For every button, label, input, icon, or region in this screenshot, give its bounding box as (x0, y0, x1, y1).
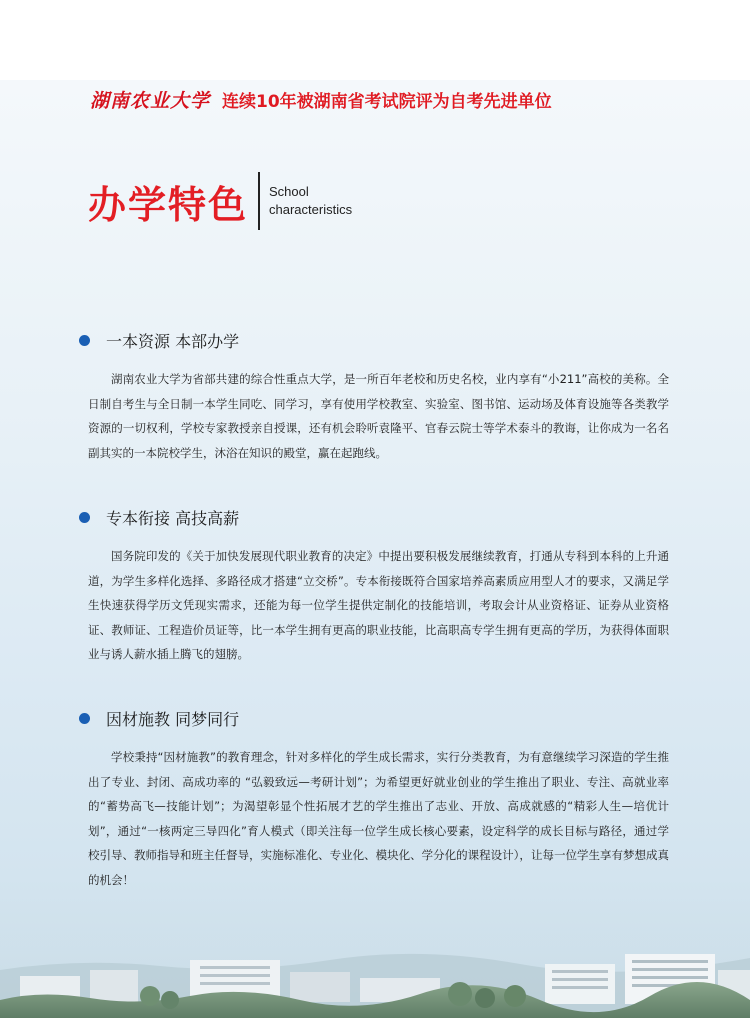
campus-panorama-image (0, 930, 750, 1018)
section-three-teaching (79, 705, 669, 892)
section-title: 专本衔接 高技高薪 (106, 508, 240, 528)
bullet-dot-icon (79, 512, 90, 523)
section-heading (79, 504, 669, 530)
section-body: 湖南农业大学为省部共建的综合性重点大学，是一所百年老校和历史名校，业内享有“小211”高校的美称。全日制自考生与全日制一本学生同吃、同学习，享有使用学校教室、实验室、图书馆、运动场及体育设施等各类教学资源的一切权利，学校专家教授亲自授课，还有机会聆听袁隆平、官春云院士等学术泰斗的教诲，让你成为一名名副其实的一本院校学生，沐浴在知识的殿堂，赢在起跑线。 (88, 372, 669, 460)
page-title: 办学特色 (88, 182, 249, 227)
section-title: 一本资源 本部办学 (106, 331, 240, 351)
section-heading (79, 705, 669, 731)
university-logo-text: 湖南农业大学 (90, 89, 211, 112)
section-heading (79, 327, 669, 353)
header-slogan: 连续10年被湖南省考试院评为自考先进单位 (222, 91, 552, 112)
section-body: 国务院印发的《关于加快发展现代职业教育的决定》中提出要积极发展继续教育，打通从专科到本科的上升通道，为学生多样化选择、多路径成才搭建“立交桥”。专本衔接既符合国家培养高素质应用型人才的要求，又满足学生快速获得学历文凭现实需求，还能为每一位学生提供定制化的技能培训，考取会计从业资格证、证券从业资格证、教师证、工程造价员证等，比一本学生拥有更高的职业技能，比高职高专学生拥有更高的学历，为获得体面职业与诱人薪水插上腾飞的翅膀。 (88, 549, 669, 661)
bullet-dot-icon (79, 335, 90, 346)
page-subtitle-en: School characteristics (269, 184, 353, 217)
section-one-resources (79, 327, 669, 465)
section-title: 因材施教 同梦同行 (106, 709, 240, 729)
header-banner (90, 84, 552, 114)
section-body: 学校秉持“因材施教”的教育理念，针对多样化的学生成长需求，实行分类教育，为有意继续学习深造的学生推出了专业、封闭、高成功率的 “弘毅致远—考研计划”；为希望更好就业创业的学生推出了职业、专注、高就业率的“蓄势高飞—技能计划”；为渴望彰显个性拓展才艺的学生推出了志业、开放、高成就感的“精彩人生—培优计划”，通过“一核两定三导四化”育人模式（即关注每一位学生成长核心要素，设定科学的成长目标与路径，通过学校引导、教师指导和班主任督导，实施标准化、专业化、模块化、学分化的课程设计），让每一位学生享有梦想成真的机会！ (88, 750, 669, 887)
title-divider (258, 172, 260, 230)
bullet-dot-icon (79, 713, 90, 724)
section-two-bridging (79, 504, 669, 667)
page-title-block (88, 172, 379, 230)
